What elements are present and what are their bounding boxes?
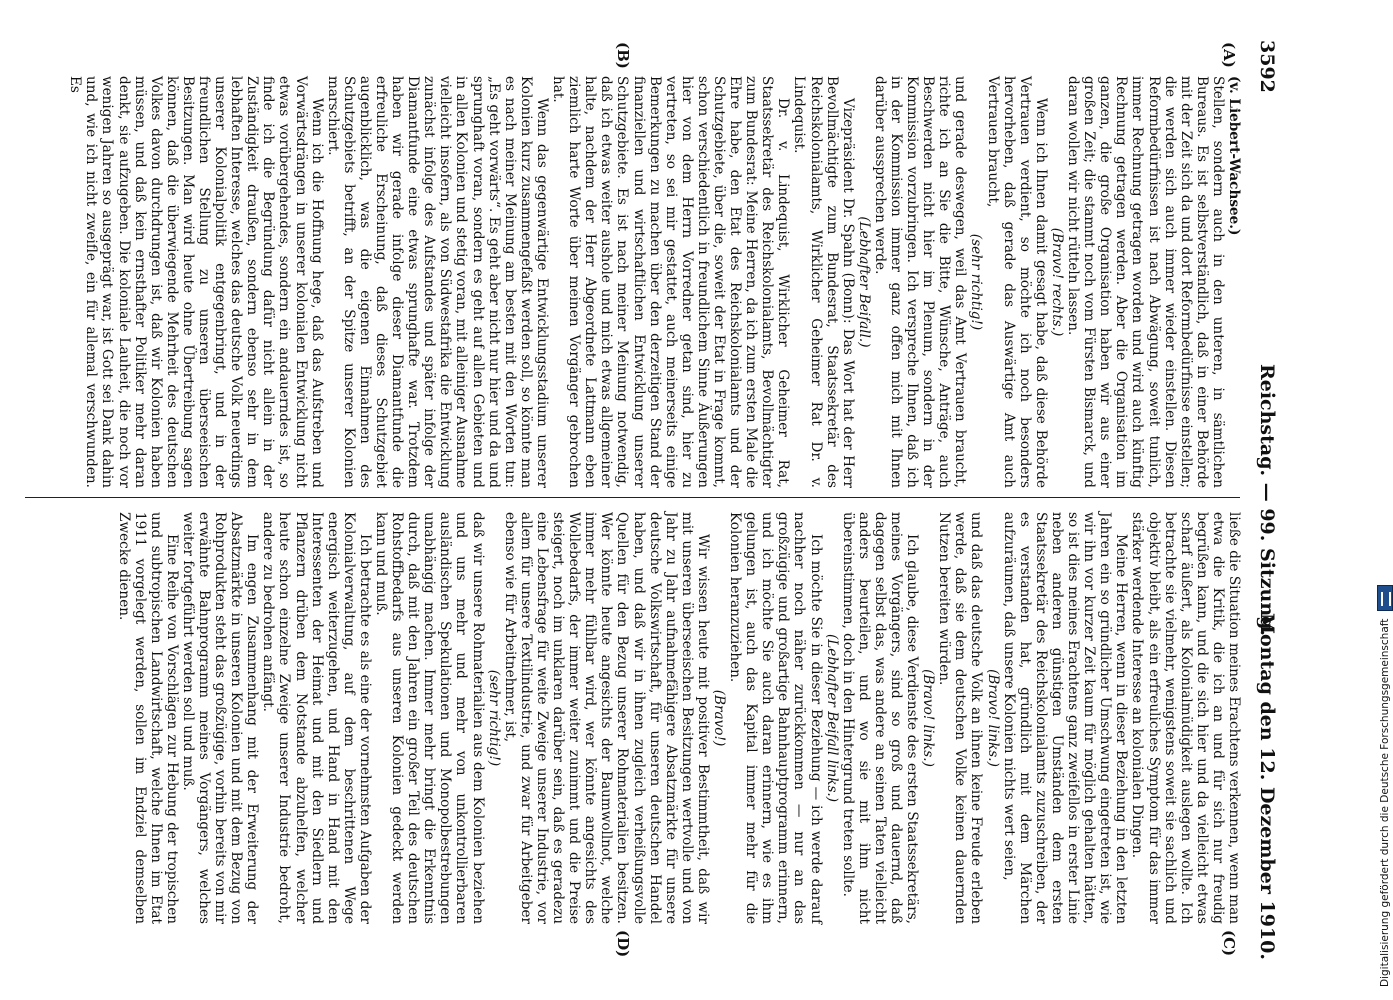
paragraph: Stellen, sondern auch in den unteren, in sämtlichen Bureaus. Es ist selbstverständlich, daß in einer Behörde mit der Zeit sich da und dort Reformbedürfnisse einstellen; die werden sich auch immer wieder einstellen. Diesen Reformbedürfnissen ist nach Abwägung, soweit tunlich, immer Rechnung getragen worden und wird auch künftig Rechnung getragen werden. Aber die Organisation im ganzen, die große Organisation haben wir aus einer großen Zeit; die stammt noch vom Fürsten Bismarck, und daran wollen wir nicht rütteln lassen.: [1065, 76, 1226, 488]
margin-mark-c: (C): [1220, 930, 1238, 957]
paragraph: Wenn ich die Hoffnung hege, daß das Aufstreben und Vorwärtsdrängen in unserer kolonialen Entwicklung nicht etwas vorübergehendes, sondern ein andauerndes ist, so finde ich die Begründung dafür nicht allein in der Zuständigkeit draußen, sondern ebenso sehr in dem lebhaften Interesse, welches das deutsche Volk neuerdings unserer Kolonialpolitik entgegenbringt, und in der freundlichen Stellung zu unseren überseeischen Besitzungen. Man wird heute ohne Übertreibung sagen können, daß die überwiegende Mehrheit des deutschen Volkes davon durchdrungen ist, daß wir Kolonien haben müssen, und daß kein ernsthafter Politiker mehr daran denkt, sie aufzugeben. Die koloniale Lauheit, die noch vor wenigen Jahren so ausgeprägt war, ist Gott sei Dank dahin und, wie ich nicht zweifle, ein für allemal verschwunden. Es: [67, 76, 325, 488]
paragraph: Ich betrachte es als eine der vornehmsten Aufgaben der Kolonialverwaltung, auf dem beschrittenen Wege energisch weiterzugehen, und Hand in Hand mit den Interessenten der Heimat und mit den Siedlern und Pflanzern drüben dem Notstande abzuhelfen, welcher heute schon einzelne Zweige unserer Industrie bedroht, andere zu bedrohen anfängt.: [260, 512, 373, 924]
left-column: [22, 76, 1242, 488]
interjection: (sehr richtig!): [968, 233, 985, 331]
margin-mark-b: (B): [614, 42, 632, 69]
paragraph: Wenn ich Ihnen damit gesagt habe, daß diese Behörde Vertrauen verdient, so möchte ich noch besonders hervorheben, daß gerade das Auswärtige Amt auch Vertrauen braucht,: [984, 76, 1049, 488]
credit-text: Digitalisierung gefördert durch die Deutsche Forschungsgemeinschaft: [1379, 618, 1391, 987]
paragraph: Eine Reihe von Vorschlägen zur Hebung der tropischen und subtropischen Landwirtschaft, welche Ihnen im Etat 1911 vorgelegt werden, sollen im Endziel demselben Zwecke dienen.: [115, 512, 180, 924]
paragraph: Meine Herren, wenn in dieser Beziehung in den letzten Jahren ein so gründlicher Umschwung eingetreten ist, wie wir ihn vor kurzer Zeit kaum für möglich gehalten hätten, so ist dies meines Erachtens ganz zweifellos in erster Linie neben anderen günstigen Umständen dem ersten Staatssekretär des Reichskolonialamts zuzuschreiben, der es verstanden hat, gründlich mit dem Märchen aufzuräumen, daß unsere Kolonien nichts wert seien,: [1000, 512, 1130, 924]
interjection: (Bravo! links.): [984, 669, 1001, 767]
margin-mark-a: (A): [1220, 42, 1238, 68]
paragraph: ließe die Situation meines Erachtens verkennen, wenn man etwa die Kritik, die ich an und für sich nur freudig begrüßen kann, und die sich hier und da vielleicht etwas scharf äußert, als Kolonialmüdigkeit auslegen wollte. Ich betrachte sie vielmehr, wenigstens soweit sie sachlich und objektiv bleibt, als ein erfreuliches Symptom für das immer stärker werdende Interesse an kolonialen Dingen.: [1129, 512, 1242, 924]
speaker-note: (v. Liebert-Wachsee.): [1226, 76, 1242, 236]
session-date: Montag den 12. Dezember 1910.: [1256, 612, 1278, 960]
paragraph: Wenn das gegenwärtige Entwicklungsstadium unserer Kolonien kurz zusammengefaßt werden soll, so könnte man es nach meiner Meinung am besten mit den Worten tun: „Es geht vorwärts“. Es geht aber nicht nur hier und da und sprunghaft voran, sondern es geht auf allen Gebieten und in allen Kolonien und stetig voran, mit alleiniger Ausnahme vielleicht insofern, als von Südwestafrika die Entwicklung zunächst infolge des Aufstandes und später infolge der Diamantfunde eine etwas sprunghafte war. Trotzdem haben wir gerade infolge dieser Diamantfunde die erfreuliche Erscheinung, daß dieses Schutzgebiet augenblicklich, was die eigenen Einnahmen des Schutzgebiets betrifft, an der Spitze unserer Kolonien marschiert.: [324, 76, 550, 488]
paragraph: daß wir unsere Rohmaterialien aus dem Kolonien beziehen und uns mehr und mehr von unkontrollierbaren ausländischen Spekulationen und Monopolbestrebungen unabhängig machen. Immer mehr bringt die Erkenntnis durch, daß mit den Jahren ein großer Teil des deutschen Rohstoffbedarfs aus unseren Kolonien gedeckt werden kann und muß.: [373, 512, 486, 924]
interjection: (sehr richtig!): [485, 669, 502, 767]
interjection: (Lebhafter Beifall links.): [823, 633, 840, 803]
interjection: (Bravo!): [711, 689, 727, 747]
column-divider: [25, 497, 1240, 498]
session-title: Reichstag. — 99. Sitzung.: [1256, 363, 1278, 637]
paragraph: Dr. v. Lindequist, Wirklicher Geheimer Rat, Staatssekretär des Reichskolonialamts, Bevollmächtigter zum Bundesrat: Meine Herren, da ich zum ersten Male die Ehre habe, den Etat des Reichskolonialamts und der Schutzgebiete, über die, soweit der Etat in Frage kommt, schon verschiedentlich in freundlichem Sinne Äußerungen hier von dem Herrn Vorredner getan sind, hier zu vertreten, so sei mir gestattet, auch meinerseits einige Bemerkungen zu machen über den derzeitigen Stand der finanziellen und wirtschaftlichen Entwicklung unserer Schutzgebiete. Es ist nach meiner Meinung notwendig, daß ich etwas weiter aushole und mich etwas allgemeiner halte, nachdem der Herr Abgeordnete Lattmann eben ziemlich harte Worte über meinen Vorgänger gebrochen hat.: [550, 76, 792, 488]
paragraph: Ich möchte Sie in dieser Beziehung — ich werde darauf nachher noch näher zurückkommen — nur an das großzügige und großartige Bahnhauptprogramm erinnern, und ich möchte Sie auch daran erinnern, wie es ihm gelungen ist, auch das Kapital immer mehr für die Kolonien heranzuziehen.: [727, 512, 824, 924]
dfg-logo-icon: [1377, 585, 1393, 611]
interjection: (Bravo! rechts.): [1048, 227, 1065, 337]
paragraph: Vizepräsident Dr. Spahn (Bonn): Das Wort hat der Herr Bevollmächtigte zum Bundesrat, Staatssekretär des Reichskolonialamts, Wirklicher Geheimer Rat Dr. v. Lindequist.: [791, 76, 856, 488]
page-header: [1246, 40, 1286, 960]
paragraph: Im engen Zusammenhang mit der Erweiterung der Absatzmärkte in unseren Kolonien und mit dem Bezug von Rohprodukten steht das großzügige, vorhin bereits von mir erwähnte Bahnprogramm meines Vorgängers, welches weiter fortgeführt werden soll und muß.: [179, 512, 261, 924]
right-column: [22, 512, 1242, 924]
paragraph: und gerade deswegen, weil das Amt Vertrauen braucht, richte ich an Sie die Bitte, Wünsche, Anträge, auch Beschwerden nicht hier im Plenum, sondern in der Kommission vorzubringen. Ich verspreche Ihnen, daß ich in der Kommission immer ganz offen mich mit Ihnen darüber aussprechen werde.: [871, 76, 969, 488]
interjection: (Lebhafter Beifall.): [855, 216, 872, 348]
margin-mark-d: (D): [614, 930, 632, 958]
digitization-credit: [1377, 585, 1393, 987]
paragraph: Wir wissen heute mit positiver Bestimmtheit, daß wir mit unseren überseeischen Besitzungen wertvolle und von Jahr zu Jahr aufnahmefähigere Absatzmärkte für unsere deutsche Volkswirtschaft, für unseren deutschen Handel haben, und daß wir in ihnen zugleich verheißungsvolle Quellen für den Bezug unserer Rohmaterialien besitzen. Wer könnte heute angesichts der Baumwollnot, welche immer mehr fühlbar wird, wer könnte angesichts des Wollebedarfs, der immer weiter zunimmt und die Preise steigert, noch im unklaren darüber sein, daß es geradezu eine Lebensfrage für weite Zweige unserer Industrie, vor allem für unsere Textilindustrie, und zwar für Arbeitgeber ebenso wie für Arbeitnehmer, ist,: [501, 512, 711, 924]
interjection: (Bravo! links.): [920, 669, 937, 767]
page-number: 3592: [1256, 40, 1278, 93]
paragraph: Ich glaube, diese Verdienste des ersten Staatssekretärs, meines Vorgängers, sind so groß und dauernd, daß dagegen selbst das, was andere an seinen Taten vielleicht anders beurteilen, und wo sie mit ihm nicht übereinstimmen, doch in den Hintergrund treten sollte.: [839, 512, 921, 924]
paragraph: und daß das deutsche Volk an ihnen keine Freude erleben werde, daß sie dem deutschen Volke keinen dauernden Nutzen bereiten würden.: [936, 512, 985, 924]
